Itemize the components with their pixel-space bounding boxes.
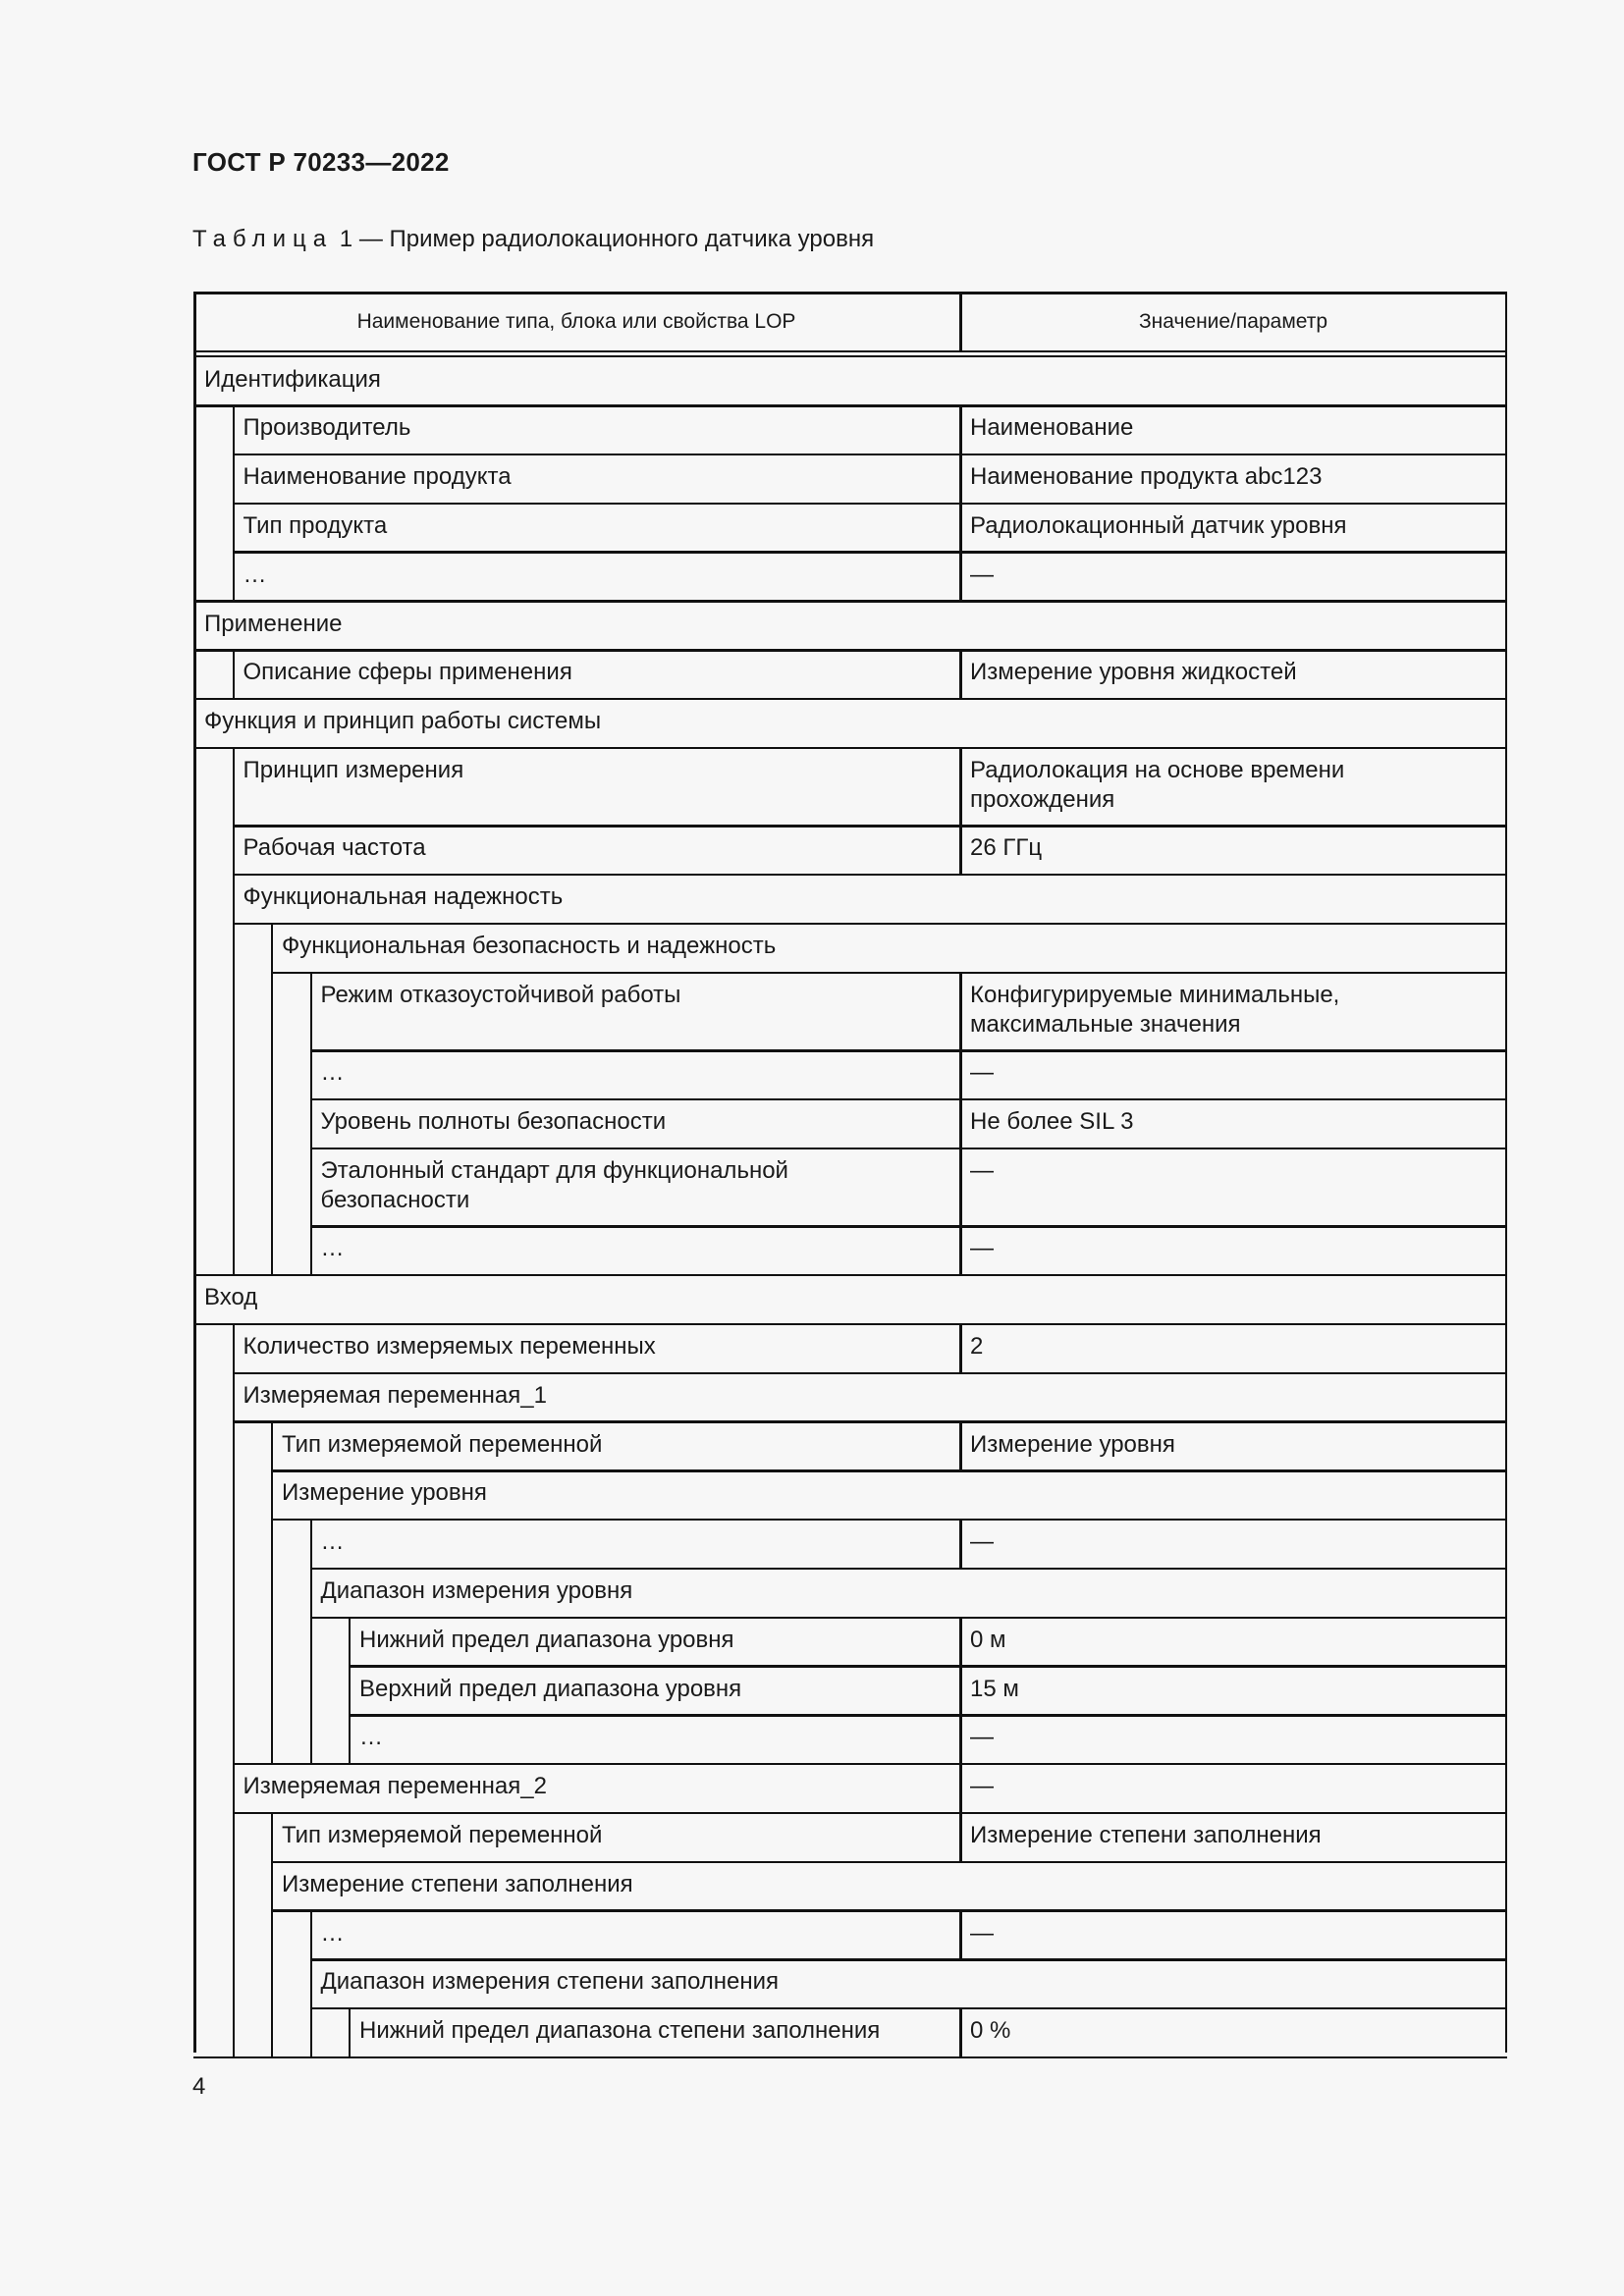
- row-value-line: Измерение уровня: [970, 1430, 1175, 1458]
- row-name-line: Принцип измерения: [243, 756, 464, 783]
- page-number: 4: [192, 2073, 206, 2100]
- row-name-line: Измерение уровня: [282, 1479, 487, 1507]
- indent-rule: [233, 1569, 235, 1618]
- table-row-name: [321, 1576, 633, 1606]
- table-row-value: [970, 1107, 1133, 1137]
- indent-rule: [310, 1148, 312, 1227]
- row-value-line: —: [970, 1919, 994, 1947]
- indent-rule: [310, 1959, 312, 2008]
- row-name-line: Уровень полноты безопасности: [320, 1108, 667, 1136]
- indent-rule: [233, 1764, 235, 1813]
- indent-rule: [233, 1422, 235, 1471]
- row-value-line: 2: [970, 1333, 984, 1360]
- row-name-line: Идентификация: [204, 365, 381, 393]
- table-row-name: [359, 1626, 734, 1655]
- value-divider: [959, 1911, 962, 1960]
- row-border: [193, 698, 1507, 701]
- indent-rule: [271, 973, 273, 1051]
- indent-rule: [233, 2008, 235, 2057]
- table-row-name: [359, 1723, 383, 1752]
- indent-rule: [233, 1911, 235, 1960]
- table-row-value: [970, 1919, 994, 1949]
- row-value-line: —: [970, 1059, 994, 1087]
- value-divider: [959, 504, 962, 553]
- value-divider: [959, 1813, 962, 1862]
- row-name-line: Применение: [204, 610, 343, 637]
- row-name-line: Диапазон измерения степени заполнения: [320, 1968, 780, 1996]
- value-divider: [959, 973, 962, 1051]
- row-border: [233, 551, 1508, 554]
- row-border: [233, 874, 1508, 877]
- row-value-line: —: [970, 1235, 994, 1262]
- row-value-line: —: [970, 1528, 994, 1556]
- caption-label: Таблица: [192, 226, 334, 252]
- row-name-line: Функция и принцип работы системы: [204, 708, 602, 735]
- value-divider: [959, 1764, 962, 1813]
- indent-rule: [271, 1470, 273, 1520]
- row-name-line: Режим отказоустойчивой работы: [320, 981, 681, 1008]
- table-row-name: [244, 462, 512, 492]
- indent-rule: [233, 1618, 235, 1667]
- table-border-left: [193, 292, 196, 2053]
- indent-rule: [310, 1099, 312, 1148]
- row-border: [193, 404, 1507, 407]
- row-name-line: Тип измеряемой переменной: [282, 1822, 603, 1848]
- indent-rule: [310, 1715, 312, 1764]
- table-row-name: [321, 1234, 345, 1263]
- indent-rule: [233, 826, 235, 875]
- indent-rule: [349, 1715, 351, 1764]
- row-value-line: Наименование продукта abc123: [970, 463, 1323, 491]
- indent-rule: [271, 1813, 273, 1862]
- indent-rule: [271, 1715, 273, 1764]
- row-name-line: Тип измеряемой переменной: [282, 1430, 603, 1458]
- indent-rule: [233, 1050, 235, 1099]
- table-row-name: [244, 413, 411, 443]
- row-border: [233, 1763, 1508, 1766]
- value-divider: [959, 1618, 962, 1667]
- value-divider: [959, 1148, 962, 1227]
- indent-rule: [310, 1050, 312, 1099]
- indent-rule: [233, 405, 235, 454]
- row-border: [310, 1958, 1508, 1961]
- row-border: [233, 1812, 1508, 1815]
- row-value-line: Измерение степени заполнения: [970, 1822, 1322, 1848]
- row-border: [349, 1714, 1507, 1717]
- row-border: [193, 747, 1507, 750]
- table-row-name: [321, 1107, 667, 1137]
- row-value-line: 0 м: [970, 1626, 1006, 1653]
- indent-rule: [271, 1911, 273, 1960]
- table-row-value: [970, 1821, 1322, 1850]
- table-row-name: [321, 1156, 788, 1215]
- indent-rule: [233, 973, 235, 1051]
- indent-rule: [271, 1959, 273, 2008]
- row-value-line: максимальные значения: [970, 1010, 1241, 1038]
- row-border: [310, 1098, 1508, 1101]
- row-border: [310, 1148, 1508, 1150]
- indent-rule: [310, 1911, 312, 1960]
- row-value-line: Наименование: [970, 414, 1134, 442]
- table-row-value: [970, 1332, 983, 1362]
- row-value-line: 26 ГГц: [970, 834, 1043, 862]
- table-row-value: [970, 1626, 1006, 1655]
- row-border: [233, 503, 1508, 506]
- row-border: [193, 649, 1507, 652]
- table-row-value: [970, 1058, 994, 1088]
- row-border: [310, 1049, 1508, 1052]
- table-row-value: [970, 658, 1297, 687]
- row-value-line: Конфигурируемые минимальные,: [970, 981, 1340, 1008]
- indent-rule: [233, 1324, 235, 1373]
- table-row-value: [970, 413, 1133, 443]
- row-name-line: …: [320, 1235, 345, 1262]
- value-divider: [959, 2008, 962, 2057]
- row-name-line: …: [320, 1528, 345, 1556]
- row-value-line: Радиолокация на основе времени: [970, 756, 1345, 783]
- row-name-line: …: [320, 1059, 345, 1087]
- table-row-name: [282, 932, 776, 961]
- table-row-name: [244, 1772, 547, 1801]
- table-row-name: [282, 1430, 602, 1460]
- row-name-line: Эталонный стандарт для функциональной: [320, 1156, 788, 1184]
- indent-rule: [271, 1050, 273, 1099]
- row-name-line: Верхний предел диапазона уровня: [359, 1675, 742, 1702]
- parameter-table: [193, 292, 1507, 2053]
- row-value-line: 15 м: [970, 1675, 1019, 1702]
- indent-rule: [233, 924, 235, 973]
- row-border: [193, 2056, 1507, 2059]
- row-name-line: Рабочая частота: [243, 834, 426, 862]
- value-divider: [959, 405, 962, 454]
- row-border: [310, 1225, 1508, 1228]
- indent-rule: [233, 1373, 235, 1422]
- row-name-line: Тип продукта: [243, 511, 388, 539]
- indent-rule: [271, 924, 273, 973]
- table-row-value: [970, 1234, 994, 1263]
- value-divider: [959, 553, 962, 602]
- value-divider: [959, 650, 962, 699]
- row-border: [310, 1568, 1508, 1571]
- row-border: [271, 1519, 1507, 1522]
- indent-rule: [233, 1226, 235, 1275]
- row-border: [233, 454, 1508, 456]
- row-border: [271, 1861, 1507, 1864]
- row-name-line: Измеряемая переменная_1: [243, 1381, 547, 1409]
- table-row-name: [321, 1919, 345, 1949]
- indent-rule: [233, 650, 235, 699]
- row-name-line: Количество измеряемых переменных: [243, 1333, 656, 1360]
- value-divider: [959, 826, 962, 875]
- row-name-line: Описание сферы применения: [243, 659, 572, 686]
- row-border: [193, 1323, 1507, 1326]
- row-name-line: безопасности: [320, 1186, 470, 1213]
- row-name-line: Функциональная надежность: [243, 883, 564, 911]
- row-value-line: прохождения: [970, 785, 1115, 813]
- indent-rule: [233, 504, 235, 553]
- row-value-line: —: [970, 561, 994, 588]
- value-divider: [959, 1050, 962, 1099]
- value-divider: [959, 1715, 962, 1764]
- table-row-name: [244, 756, 464, 785]
- row-border: [193, 600, 1507, 603]
- table-row-value: [970, 1772, 994, 1801]
- indent-rule: [349, 2008, 351, 2057]
- indent-rule: [349, 1667, 351, 1716]
- table-row-value: [970, 2016, 1010, 2046]
- table-row-value: [970, 833, 1042, 863]
- header-rule-2: [193, 355, 1507, 357]
- indent-rule: [271, 1422, 273, 1471]
- row-border: [233, 1420, 1508, 1423]
- table-row-name: [321, 1527, 345, 1557]
- table-row-name: [321, 981, 681, 1010]
- indent-rule: [271, 1226, 273, 1275]
- table-border-right: [1505, 292, 1508, 2053]
- row-name-line: Вход: [204, 1284, 258, 1311]
- indent-rule: [310, 1520, 312, 1569]
- header-value-column: Значение/параметр: [1138, 310, 1328, 333]
- value-divider: [959, 454, 962, 504]
- indent-rule: [310, 2008, 312, 2057]
- indent-rule: [271, 2008, 273, 2057]
- indent-rule: [233, 1520, 235, 1569]
- indent-rule: [349, 1618, 351, 1667]
- table-border-top: [193, 292, 1507, 294]
- indent-rule: [271, 1148, 273, 1227]
- table-row-name: [204, 365, 381, 395]
- indent-rule: [233, 875, 235, 924]
- row-value-line: —: [970, 1724, 994, 1751]
- row-name-line: Наименование продукта: [243, 463, 512, 491]
- header-name-column: Наименование типа, блока или свойства LOP: [356, 310, 796, 333]
- value-divider: [959, 1226, 962, 1275]
- indent-rule: [271, 1520, 273, 1569]
- indent-rule: [233, 553, 235, 602]
- value-divider: [959, 1099, 962, 1148]
- indent-rule: [310, 1618, 312, 1667]
- table-row-value: [970, 462, 1322, 492]
- row-name-line: …: [359, 1724, 383, 1751]
- indent-rule: [310, 1569, 312, 1618]
- table-row-value: [970, 511, 1346, 541]
- value-divider: [959, 1324, 962, 1373]
- row-border: [193, 1274, 1507, 1277]
- indent-rule: [233, 1715, 235, 1764]
- caption-number: 1: [339, 226, 353, 252]
- row-value-line: Измерение уровня жидкостей: [970, 659, 1297, 686]
- indent-rule: [271, 1667, 273, 1716]
- row-border: [310, 1617, 1508, 1620]
- table-row-name: [282, 1870, 633, 1899]
- table-row-name: [321, 1058, 345, 1088]
- table-row-name: [321, 1967, 780, 1997]
- value-divider: [959, 1520, 962, 1569]
- row-name-line: …: [320, 1919, 345, 1947]
- row-value-line: 0 %: [970, 2017, 1011, 2045]
- row-value-line: Не более SIL 3: [970, 1108, 1134, 1136]
- table-caption: [192, 226, 874, 253]
- row-name-line: Функциональная безопасность и надежность: [282, 933, 777, 959]
- table-row-value: [970, 1723, 994, 1752]
- row-name-line: Нижний предел диапазона степени заполнения: [359, 2017, 881, 2045]
- table-row-name: [359, 2016, 880, 2046]
- table-row-name: [204, 1283, 257, 1312]
- row-value-line: —: [970, 1156, 994, 1184]
- indent-rule: [233, 1470, 235, 1520]
- table-row-value: [970, 981, 1339, 1040]
- table-row-value: [970, 561, 994, 590]
- table-row-name: [244, 511, 388, 541]
- table-row-name: [244, 1332, 656, 1362]
- table-row-value: [970, 1430, 1175, 1460]
- indent-rule: [271, 1099, 273, 1148]
- row-border: [271, 1469, 1507, 1472]
- table-row-name: [282, 1821, 602, 1850]
- row-name-line: …: [243, 561, 267, 588]
- indent-rule: [233, 1148, 235, 1227]
- row-name-line: Производитель: [243, 414, 411, 442]
- indent-rule: [310, 1667, 312, 1716]
- indent-rule: [233, 1959, 235, 2008]
- table-row-name: [204, 610, 342, 639]
- table-row-name: [244, 882, 564, 912]
- indent-rule: [271, 1618, 273, 1667]
- row-border: [349, 1665, 1507, 1668]
- table-row-name: [359, 1675, 741, 1704]
- indent-rule: [271, 1569, 273, 1618]
- row-name-line: Нижний предел диапазона уровня: [359, 1626, 734, 1653]
- document-id: ГОСТ Р 70233—2022: [192, 147, 450, 177]
- indent-rule: [233, 1667, 235, 1716]
- indent-rule: [233, 1813, 235, 1862]
- row-border: [233, 923, 1508, 926]
- indent-rule: [310, 1226, 312, 1275]
- caption-title: — Пример радиолокационного датчика уровня: [358, 226, 875, 252]
- indent-rule: [233, 454, 235, 504]
- table-row-value: [970, 1675, 1019, 1704]
- row-border: [271, 1909, 1507, 1912]
- row-value-line: Радиолокационный датчик уровня: [970, 511, 1347, 539]
- row-border: [233, 1372, 1508, 1375]
- table-row-name: [244, 561, 267, 590]
- table-row-name: [244, 833, 426, 863]
- header-rule-1: [193, 350, 1507, 352]
- row-border: [271, 972, 1507, 975]
- row-name-line: Измерение степени заполнения: [282, 1870, 633, 1897]
- indent-rule: [233, 748, 235, 827]
- row-name-line: Измеряемая переменная_2: [243, 1773, 547, 1800]
- row-border: [310, 2007, 1508, 2010]
- table-row-value: [970, 1156, 994, 1186]
- row-value-line: —: [970, 1773, 994, 1800]
- value-divider: [959, 1422, 962, 1471]
- value-divider: [959, 748, 962, 827]
- indent-rule: [310, 973, 312, 1051]
- table-row-value: [970, 756, 1344, 815]
- value-divider: [959, 1667, 962, 1716]
- table-row-name: [244, 1381, 547, 1411]
- indent-rule: [271, 1862, 273, 1911]
- indent-rule: [233, 1862, 235, 1911]
- row-name-line: Диапазон измерения уровня: [320, 1577, 633, 1604]
- indent-rule: [233, 1099, 235, 1148]
- table-row-value: [970, 1527, 994, 1557]
- row-border: [233, 825, 1508, 828]
- table-row-name: [282, 1478, 487, 1508]
- table-row-name: [244, 658, 572, 687]
- table-row-name: [204, 707, 601, 736]
